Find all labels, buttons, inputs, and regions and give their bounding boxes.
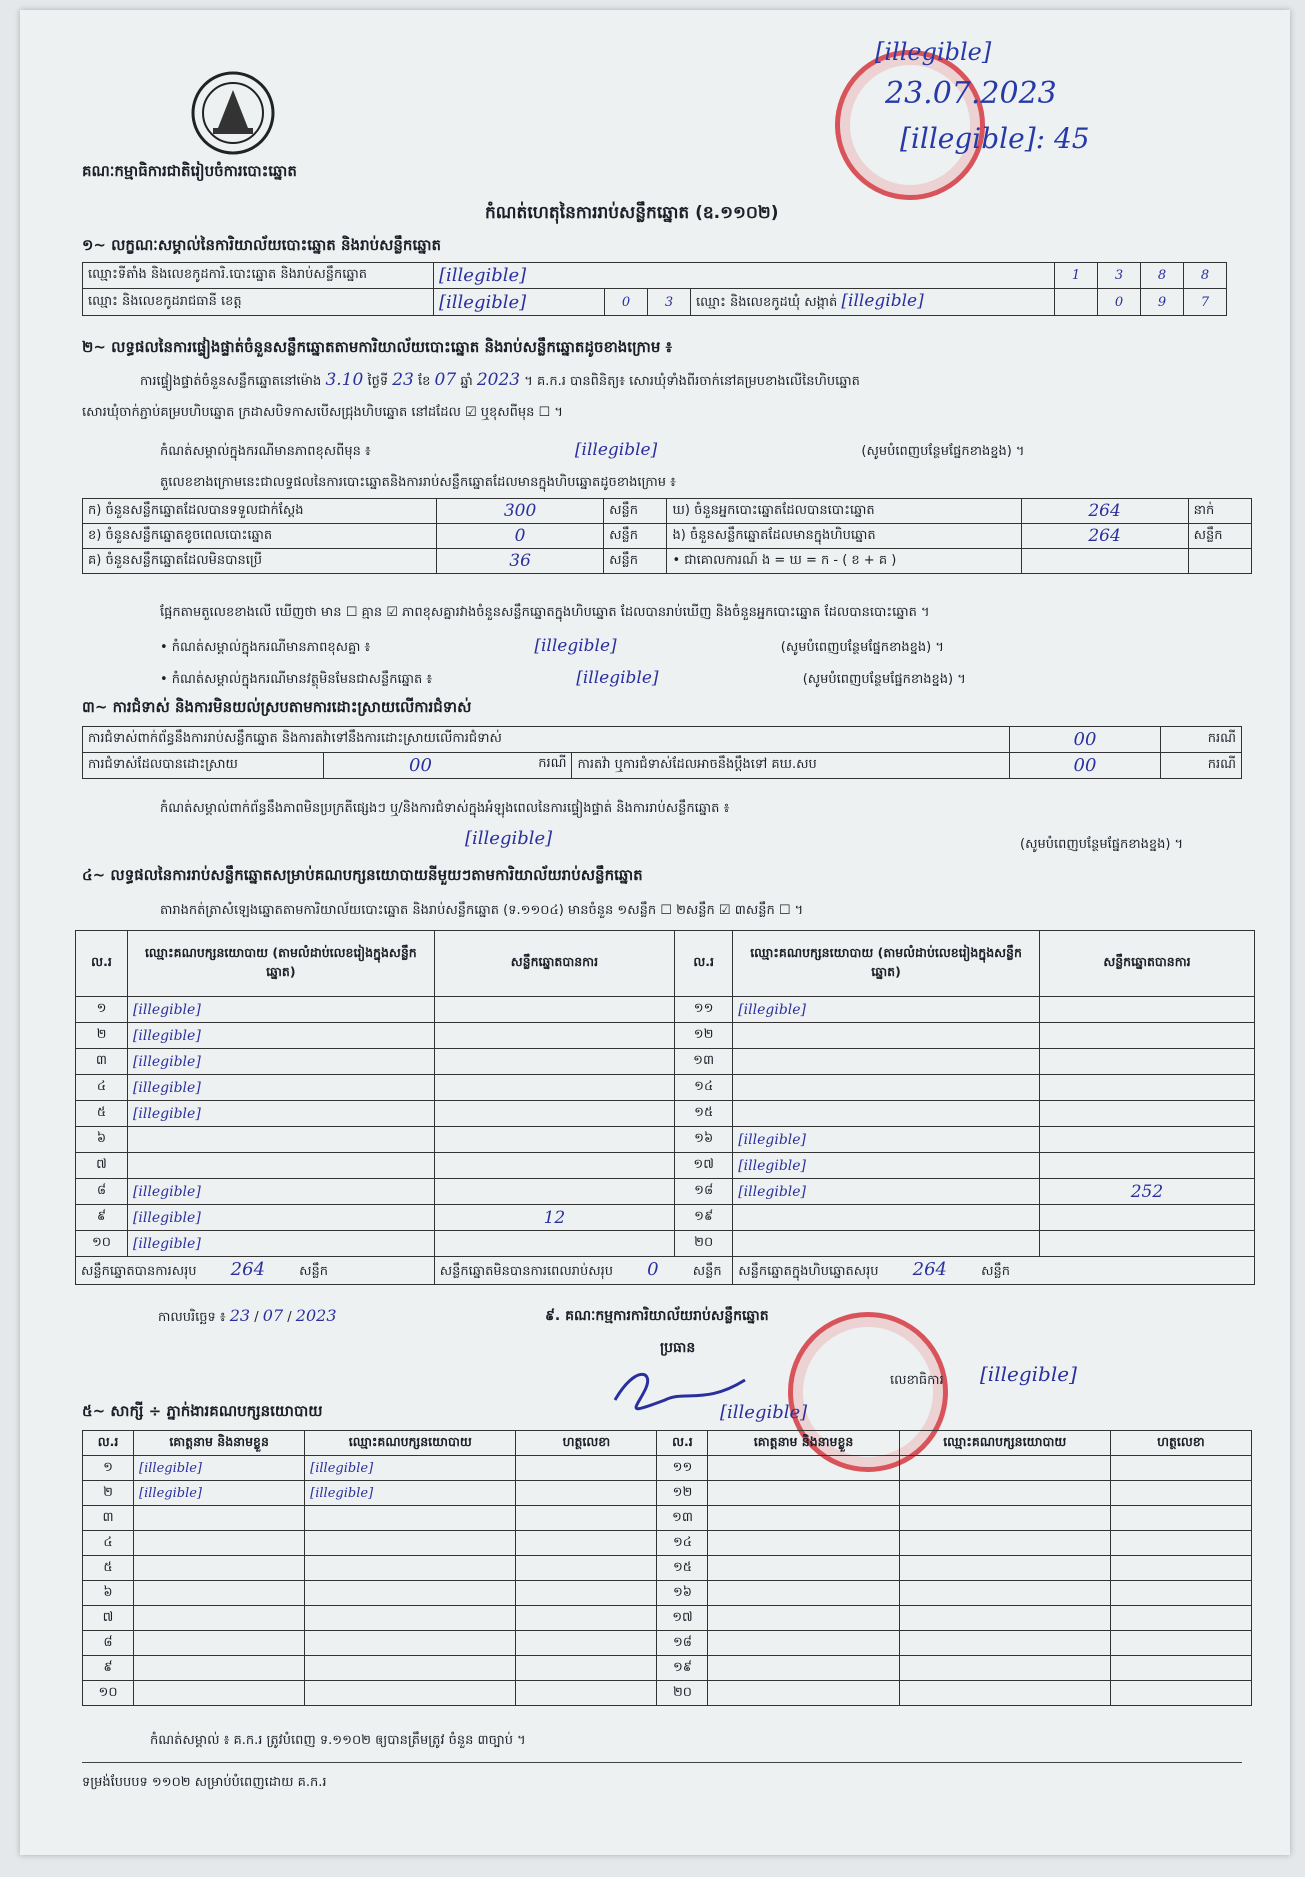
witness-party (305, 1581, 516, 1606)
witness-party (305, 1531, 516, 1556)
witness-party (899, 1456, 1110, 1481)
row-number: ១៧ (675, 1153, 733, 1179)
party-name (733, 1023, 1040, 1049)
party-name: [illegible] (127, 1205, 434, 1231)
received-time: [illegible]: 45 (900, 122, 1090, 155)
col-no: ល.រ (76, 931, 128, 997)
witness-row (83, 1631, 1252, 1656)
row-number: ១៧ (657, 1606, 708, 1631)
row-number: ១៩ (675, 1205, 733, 1231)
witness-name (134, 1581, 305, 1606)
party-name: [illegible] (127, 1049, 434, 1075)
witness-name (708, 1456, 899, 1481)
count-unit: សន្លឹក (1188, 524, 1251, 549)
row-number: ១ (83, 1456, 134, 1481)
party-votes (434, 1153, 674, 1179)
row-number: ៨ (83, 1631, 134, 1656)
date-month: 07 (262, 1306, 284, 1325)
witness-name (134, 1656, 305, 1681)
commune-code-digit: 9 (1141, 289, 1184, 316)
party-row (76, 1205, 1255, 1231)
witness-party (899, 1506, 1110, 1531)
party-name (733, 1049, 1040, 1075)
count-unit: សន្លឹក (604, 524, 667, 549)
row-number: ១០ (76, 1231, 128, 1257)
party-votes: 12 (434, 1205, 674, 1231)
count-label: ង) ចំនួនសន្លឹកឆ្នោតដែលមានក្នុងហិបឆ្នោត (667, 524, 1021, 549)
witness-name: [illegible] (134, 1456, 305, 1481)
witness-party (899, 1481, 1110, 1506)
witness-row (83, 1531, 1252, 1556)
count-value (1021, 549, 1188, 574)
committee-signoff: ៩. គណៈកម្មការការិយាល័យរាប់សន្លឹកឆ្នោត (545, 1308, 769, 1324)
row-number: ១៤ (675, 1075, 733, 1101)
witness-row (83, 1481, 1252, 1506)
foreign-object-note-label: • កំណត់សម្គាល់ក្នុងករណីមានវត្ថុមិនមែនជាសន្លឹកឆ្នោត ៖ (160, 672, 433, 687)
row-number: ៩ (83, 1656, 134, 1681)
witness-name (134, 1631, 305, 1656)
party-name: [illegible] (733, 997, 1040, 1023)
witness-signature (516, 1631, 657, 1656)
note-suffix: (សូមបំពេញបន្ថែមផ្នែកខាងខ្នង) ។ (861, 444, 1025, 459)
witness-row (83, 1506, 1252, 1531)
witness-signature (516, 1581, 657, 1606)
col-no: ល.រ (675, 931, 733, 997)
witness-row (83, 1581, 1252, 1606)
day-label: ថ្ងៃទី (367, 374, 389, 389)
witness-row (83, 1606, 1252, 1631)
total-valid-value: 264 (230, 1259, 266, 1280)
witness-name: [illegible] (134, 1481, 305, 1506)
appeal-label: ការតវ៉ា ឬការជំទាស់ដែលអាចនឹងប្តឹងទៅ គឃ.សប (572, 753, 1010, 779)
total-valid-label: សន្លឹកឆ្នោតបានការសរុប (81, 1264, 197, 1279)
verification-text: ការផ្ទៀងផ្ទាត់ចំនួនសន្លឹកឆ្នោតនៅម៉ោង (140, 374, 322, 389)
witness-row (83, 1656, 1252, 1681)
tally-sheet-count: តារាងកត់ត្រាសំឡេងឆ្នោតតាមការិយាល័យបោះឆ្នោត និងរាប់សន្លឹកឆ្នោត (ទ.១១០៤) មានចំនួន ១សន្លឹក ☐ ២សន្លឹក ☑ ៣សន្លឹក ☐ ។ (160, 903, 804, 918)
witness-signature (516, 1531, 657, 1556)
code-digit: 8 (1184, 263, 1227, 289)
discrepancy-line: ផ្អែកតាមតួលេខខាងលើ ឃើញថា មាន ☐ គ្មាន ☑ ភាពខុសគ្នារវាងចំនួនសន្លឹកឆ្នោតក្នុងហិបឆ្នោត ដែលបានរាប់ឃើញ និងចំនួនអ្នកបោះឆ្នោត ដែលបានបោះឆ្នោត ។ (160, 605, 930, 620)
witness-signature (1110, 1581, 1251, 1606)
witness-party: [illegible] (305, 1456, 516, 1481)
count-row (83, 499, 1252, 524)
code-digit (1055, 289, 1098, 316)
party-votes (1039, 1023, 1254, 1049)
party-name: [illegible] (127, 997, 434, 1023)
col-votes: សន្លឹកឆ្នោតបានការ (1039, 931, 1254, 997)
note-suffix: (សូមបំពេញបន្ថែមផ្នែកខាងខ្នង) ។ (802, 672, 966, 687)
unit-label: ករណី (1161, 753, 1242, 779)
note-suffix: (សូមបំពេញបន្ថែមផ្នែកខាងខ្នង) ។ (1020, 837, 1184, 852)
witness-signature (516, 1556, 657, 1581)
row-number: ១៥ (675, 1101, 733, 1127)
party-row (76, 997, 1255, 1023)
chairman-label: ប្រធាន (660, 1340, 696, 1356)
party-name (733, 1205, 1040, 1231)
row-number: ១៨ (675, 1179, 733, 1205)
witness-signature (1110, 1481, 1251, 1506)
count-value: 0 (437, 524, 604, 549)
witness-name (708, 1606, 899, 1631)
party-votes (434, 1179, 674, 1205)
code-digit: 3 (1098, 263, 1141, 289)
complaints-table (82, 726, 1242, 779)
count-label: ខ) ចំនួនសន្លឹកឆ្នោតខូចពេលបោះឆ្នោត (83, 524, 437, 549)
resolved-value: 00 (409, 755, 432, 776)
witness-signature (516, 1456, 657, 1481)
row-number: ៥ (83, 1556, 134, 1581)
commune-label: ឈ្មោះ និងលេខកូដឃុំ សង្កាត់ (696, 295, 838, 310)
row-number: ១៦ (675, 1127, 733, 1153)
note-suffix: (សូមបំពេញបន្ថែមផ្នែកខាងខ្នង) ។ (780, 640, 944, 655)
row-number: ១៩ (657, 1656, 708, 1681)
total-box-label: សន្លឹកឆ្នោតក្នុងហិបឆ្នោតសរុប (738, 1264, 879, 1279)
party-results-table (75, 930, 1255, 1285)
row-number: ១៦ (657, 1581, 708, 1606)
total-box-value: 264 (912, 1259, 947, 1280)
col-name: គោត្តនាម និងនាមខ្លួន (134, 1431, 305, 1456)
party-row (76, 1231, 1255, 1257)
row-number: ៦ (76, 1127, 128, 1153)
party-name (733, 1101, 1040, 1127)
row-number: ៧ (76, 1153, 128, 1179)
date-label: កាលបរិច្ឆេទ ៖ (158, 1310, 226, 1325)
col-party: ឈ្មោះគណបក្សនយោបាយ (តាមលំដាប់លេខរៀងក្នុងសន្លឹកឆ្នោត) (733, 931, 1040, 997)
witness-signature (1110, 1681, 1251, 1706)
witness-signature (1110, 1556, 1251, 1581)
irregularity-note-value: [illegible] (465, 828, 553, 849)
foreign-object-note-value: [illegible] (576, 668, 659, 688)
count-row (83, 524, 1252, 549)
commune-value: [illegible] (841, 291, 924, 311)
count-label: ឃ) ចំនួនអ្នកបោះឆ្នោតដែលបានបោះឆ្នោត (667, 499, 1021, 524)
row-number: ៨ (76, 1179, 128, 1205)
witness-signature (1110, 1531, 1251, 1556)
row-number: ១១ (657, 1456, 708, 1481)
witness-party: [illegible] (305, 1481, 516, 1506)
party-name (733, 1075, 1040, 1101)
count-label: ក) ចំនួនសន្លឹកឆ្នោតដែលបានទទួលជាក់ស្តែង (83, 499, 437, 524)
irregularity-note: កំណត់សម្គាល់ពាក់ព័ន្ធនឹងភាពមិនប្រក្រតីផ្សេងៗ ឬ/និងការជំទាស់ក្នុងអំឡុងពេលនៃការផ្ទៀងផ្ទាត់ និងការរាប់សន្លឹកឆ្នោត ៖ (160, 801, 730, 816)
result-date: កាលបរិច្ឆេទ ៖ 23 / 07 / 2023 (158, 1306, 337, 1325)
witness-signature (1110, 1456, 1251, 1481)
witness-party (899, 1656, 1110, 1681)
row-number: ១០ (83, 1681, 134, 1706)
unit-label: សន្លឹក (299, 1264, 329, 1279)
discrepancy-note-label: • កំណត់សម្គាល់ក្នុងករណីមានភាពខុសគ្នា ៖ (160, 640, 371, 655)
resolved-cell (324, 753, 572, 779)
date-year: 2023 (295, 1306, 337, 1325)
col-no: ល.រ (657, 1431, 708, 1456)
col-votes: សន្លឹកឆ្នោតបានការ (434, 931, 674, 997)
footer-text: ទម្រង់បែបបទ ១១០២ សម្រាប់បំពេញដោយ គ.ក.រ (82, 1775, 327, 1790)
month-label: ខែ (418, 374, 431, 389)
section-1-title: ១~ លក្ខណៈសម្គាល់នៃការិយាល័យបោះឆ្នោត និងរាប់សន្លឹកឆ្នោត (82, 236, 442, 254)
row-number: ១២ (657, 1481, 708, 1506)
party-votes (1039, 1205, 1254, 1231)
party-name: [illegible] (733, 1179, 1040, 1205)
col-sign: ហត្ថលេខា (516, 1431, 657, 1456)
row-number: ១១ (675, 997, 733, 1023)
witness-party (899, 1606, 1110, 1631)
row-number: ១៣ (657, 1506, 708, 1531)
col-party: ឈ្មោះគណបក្សនយោបាយ (305, 1431, 516, 1456)
party-name: [illegible] (127, 1101, 434, 1127)
witness-signature (516, 1606, 657, 1631)
witness-party (899, 1556, 1110, 1581)
party-row (76, 1127, 1255, 1153)
code-digit: 8 (1141, 263, 1184, 289)
foreign-object-note (160, 668, 966, 690)
results-intro: តួលេខខាងក្រោមនេះជាលទ្ធផលនៃការបោះឆ្នោតនិងការរាប់សន្លឹកឆ្នោតដែលមានក្នុងហិបឆ្នោតដូចខាងក្រោម ៖ (160, 475, 676, 490)
witness-party (305, 1681, 516, 1706)
col-party: ឈ្មោះគណបក្សនយោបាយ (899, 1431, 1110, 1456)
row-number: ១២ (675, 1023, 733, 1049)
commune-cell (691, 289, 1055, 316)
witness-signature (516, 1481, 657, 1506)
party-votes (1039, 1231, 1254, 1257)
witness-name (708, 1631, 899, 1656)
count-value: 264 (1021, 524, 1188, 549)
col-sign: ហត្ថលេខា (1110, 1431, 1251, 1456)
witness-name (708, 1481, 899, 1506)
party-votes: 252 (1039, 1179, 1254, 1205)
unit-label: ករណី (1161, 727, 1242, 753)
count-label: គ) ចំនួនសន្លឹកឆ្នោតដែលមិនបានប្រើ (83, 549, 437, 574)
party-votes (434, 1075, 674, 1101)
col-party: ឈ្មោះគណបក្សនយោបាយ (តាមលំដាប់លេខរៀងក្នុងសន្លឹកឆ្នោត) (127, 931, 434, 997)
code-digit: 1 (1055, 263, 1098, 289)
unit-label: សន្លឹក (981, 1264, 1011, 1279)
verification-day: 23 (392, 370, 414, 390)
count-unit: សន្លឹក (604, 499, 667, 524)
party-votes (1039, 1049, 1254, 1075)
party-votes (1039, 1101, 1254, 1127)
witness-party (305, 1631, 516, 1656)
witness-name (708, 1531, 899, 1556)
province-label: ឈ្មោះ និងលេខកូដរាជធានី ខេត្ត (83, 289, 434, 316)
row-number: ៣ (76, 1049, 128, 1075)
count-value: 300 (437, 499, 604, 524)
location-value: [illegible] (434, 263, 1055, 289)
committee-name: គណៈកម្មាធិការជាតិរៀបចំការបោះឆ្នោត (82, 162, 297, 180)
total-invalid-label: សន្លឹកឆ្នោតមិនបានការពេលរាប់សរុប (439, 1264, 613, 1279)
witness-signature (1110, 1506, 1251, 1531)
difference-note (160, 440, 1025, 462)
total-invalid-value: 0 (647, 1259, 659, 1280)
section-3-title: ៣~ ការជំទាស់ និងការមិនយល់ស្របតាមការដោះស្រាយលើការជំទាស់ (82, 698, 472, 716)
witness-name (708, 1556, 899, 1581)
row-number: ២ (83, 1481, 134, 1506)
row-number: ៤ (76, 1075, 128, 1101)
row-number: ៤ (83, 1531, 134, 1556)
witness-row (83, 1556, 1252, 1581)
witness-party (305, 1656, 516, 1681)
secretary-name: [illegible] (980, 1362, 1077, 1386)
witness-signature (1110, 1631, 1251, 1656)
witness-signature (516, 1681, 657, 1706)
witness-name (134, 1531, 305, 1556)
verification-text-end: ។ គ.ក.រ បានពិនិត្យ៖ សោរឃុំទាំងពីរចាក់នៅគម្របខាងលើនៃហិបឆ្នោត (524, 374, 860, 389)
verification-year: 2023 (476, 370, 521, 390)
row-number: ២ (76, 1023, 128, 1049)
col-name: គោត្តនាម និងនាមខ្លួន (708, 1431, 899, 1456)
section-1-table (82, 262, 1227, 316)
row-number: ១៣ (675, 1049, 733, 1075)
party-row (76, 1179, 1255, 1205)
row-number: ៩ (76, 1205, 128, 1231)
complaints-label: ការជំទាស់ពាក់ព័ន្ធនឹងការរាប់សន្លឹកឆ្នោត និងការតវ៉ាទៅនឹងការដោះស្រាយលើការជំទាស់ (83, 727, 1010, 753)
ballot-count-table (82, 498, 1252, 574)
footnote: កំណត់សម្គាល់ ៖ គ.ក.រ ត្រូវបំពេញ ទ.១១០២ ឲ្យបានត្រឹមត្រូវ ចំនួន ៣ច្បាប់ ។ (150, 1733, 526, 1748)
party-name (127, 1153, 434, 1179)
row-number: ១៥ (657, 1556, 708, 1581)
party-votes (1039, 1075, 1254, 1101)
count-unit: នាក់ (1188, 499, 1251, 524)
row-number: ១ (76, 997, 128, 1023)
discrepancy-note (160, 636, 944, 658)
royal-emblem-icon (188, 68, 278, 158)
witness-row (83, 1681, 1252, 1706)
seal-status-line: សោរឃុំចាក់ភ្ជាប់គម្របហិបឆ្នោត ក្រដាសបិទកាសបើសជ្រុងហិបឆ្នោត នៅដដែល ☑ ឬខុសពីមុន ☐ ។ (82, 405, 563, 420)
party-name (127, 1127, 434, 1153)
witness-party (305, 1606, 516, 1631)
province-code-digit: 3 (648, 289, 691, 316)
verification-line (140, 370, 860, 392)
party-name: [illegible] (733, 1127, 1040, 1153)
witness-signature (516, 1506, 657, 1531)
section-5-title: ៥~ សាក្សី ÷ ភ្នាក់ងារគណបក្សនយោបាយ (82, 1402, 323, 1420)
party-row (76, 1101, 1255, 1127)
row-number: ៣ (83, 1506, 134, 1531)
difference-note-label: កំណត់សម្គាល់ក្នុងករណីមានភាពខុសពីមុន ៖ (160, 444, 371, 459)
discrepancy-note-value: [illegible] (534, 636, 617, 656)
total-valid (76, 1257, 435, 1285)
year-label: ឆ្នាំ (460, 374, 473, 389)
witness-party (899, 1631, 1110, 1656)
witness-party (305, 1506, 516, 1531)
party-row (76, 1023, 1255, 1049)
party-votes (434, 997, 674, 1023)
party-votes (434, 1231, 674, 1257)
witness-name (134, 1606, 305, 1631)
row-number: ៦ (83, 1581, 134, 1606)
row-number: ២០ (675, 1231, 733, 1257)
party-votes (434, 1101, 674, 1127)
party-row (76, 1049, 1255, 1075)
resolved-label: ការជំទាស់ដែលបានដោះស្រាយ (83, 753, 324, 779)
party-name: [illegible] (127, 1179, 434, 1205)
form-title: កំណត់ហេតុនៃការរាប់សន្លឹកឆ្នោត (ឧ.១១០២) (485, 203, 779, 223)
row-number: ១៤ (657, 1531, 708, 1556)
form-page (20, 10, 1290, 1855)
commune-code-digit: 0 (1098, 289, 1141, 316)
section-4-title: ៤~ លទ្ធផលនៃការរាប់សន្លឹកឆ្នោតសម្រាប់គណបក្សនយោបាយនីមួយៗតាមការិយាល័យរាប់សន្លឹកឆ្នោត (82, 866, 643, 884)
commune-code-digit: 7 (1184, 289, 1227, 316)
difference-note-value: [illegible] (574, 440, 658, 460)
count-value: 36 (437, 549, 604, 574)
footer-divider (82, 1762, 1242, 1763)
count-value: 264 (1021, 499, 1188, 524)
unit-label: សន្លឹក (692, 1264, 722, 1279)
witness-party (305, 1556, 516, 1581)
party-name: [illegible] (127, 1075, 434, 1101)
witness-name (708, 1656, 899, 1681)
col-no: ល.រ (83, 1431, 134, 1456)
party-name: [illegible] (127, 1023, 434, 1049)
witness-name (708, 1681, 899, 1706)
party-votes (434, 1049, 674, 1075)
party-row (76, 1075, 1255, 1101)
party-votes (1039, 997, 1254, 1023)
count-unit (1188, 549, 1251, 574)
row-number: ២០ (657, 1681, 708, 1706)
count-unit: សន្លឹក (604, 549, 667, 574)
party-name (733, 1231, 1040, 1257)
appeal-value: 00 (1010, 753, 1161, 779)
witness-signature (1110, 1656, 1251, 1681)
row-number: ១៨ (657, 1631, 708, 1656)
witness-name (708, 1581, 899, 1606)
witness-party (899, 1531, 1110, 1556)
unit-label: ករណី (538, 756, 567, 771)
witness-signature (516, 1656, 657, 1681)
verification-month: 07 (434, 370, 457, 390)
received-date: 23.07.2023 (885, 76, 1057, 111)
date-day: 23 (229, 1306, 251, 1325)
location-label: ឈ្មោះទីតាំង និងលេខកូដការិ.បោះឆ្នោត និងរាប់សន្លឹកឆ្នោត (83, 263, 434, 289)
total-box (733, 1257, 1255, 1285)
party-votes (434, 1023, 674, 1049)
witness-name (134, 1681, 305, 1706)
party-votes (1039, 1153, 1254, 1179)
total-invalid (434, 1257, 733, 1285)
row-number: ៧ (83, 1606, 134, 1631)
witness-row (83, 1456, 1252, 1481)
party-name: [illegible] (127, 1231, 434, 1257)
complaints-value: 00 (1010, 727, 1161, 753)
province-value: [illegible] (434, 289, 605, 316)
chairman-name: [illegible] (720, 1402, 808, 1423)
secretary-label: លេខាធិការ (890, 1373, 944, 1388)
verification-time: 3.10 (325, 370, 364, 390)
party-row (76, 1153, 1255, 1179)
party-votes (434, 1127, 674, 1153)
witness-name (134, 1506, 305, 1531)
party-votes (1039, 1127, 1254, 1153)
witness-party (899, 1581, 1110, 1606)
witness-name (134, 1556, 305, 1581)
received-label: [illegible] (875, 38, 992, 66)
witness-signature (1110, 1606, 1251, 1631)
count-row (83, 549, 1252, 574)
witness-party (899, 1681, 1110, 1706)
witness-table (82, 1430, 1252, 1706)
witness-name (708, 1506, 899, 1531)
section-2-title: ២~ លទ្ធផលនៃការផ្ទៀងផ្ទាត់ចំនួនសន្លឹកឆ្នោតតាមការិយាល័យបោះឆ្នោត និងរាប់សន្លឹកឆ្នោតដូចខាងក្រោម ៖ (82, 338, 673, 356)
party-name: [illegible] (733, 1153, 1040, 1179)
count-label: • ជាគោលការណ៍ ង = ឃ = ក - ( ខ + គ ) (667, 549, 1021, 574)
row-number: ៥ (76, 1101, 128, 1127)
province-code-digit: 0 (605, 289, 648, 316)
